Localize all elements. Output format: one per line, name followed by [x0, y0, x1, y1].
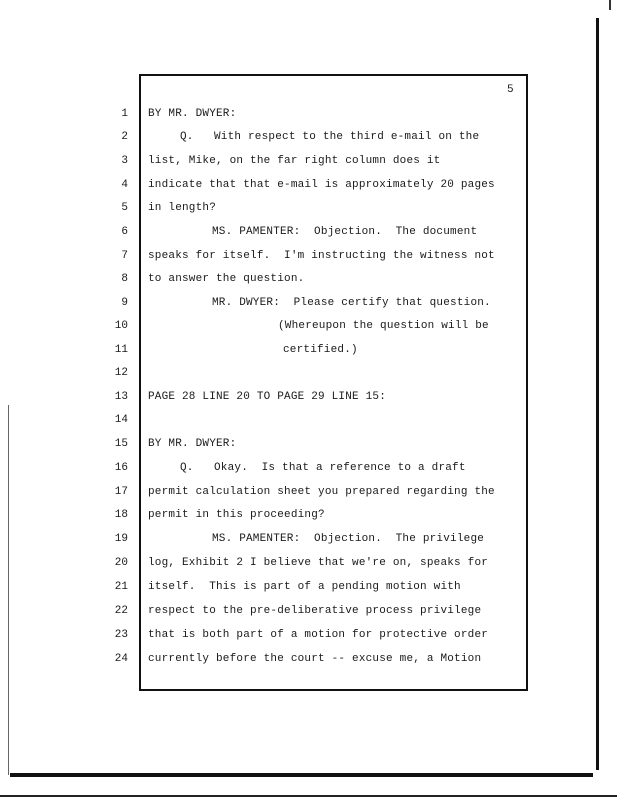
line-number: 9: [121, 297, 128, 309]
line-number: 15: [114, 438, 128, 450]
line-number: 3: [121, 155, 128, 167]
scan-edge-left: [8, 405, 9, 775]
transcript-line: MR. DWYER: Please certify that question.: [212, 297, 491, 309]
line-number: 14: [114, 414, 128, 426]
line-number: 20: [114, 557, 128, 569]
line-number: 22: [114, 605, 128, 617]
line-number: 11: [114, 344, 128, 356]
transcript-line: PAGE 28 LINE 20 TO PAGE 29 LINE 15:: [148, 391, 387, 403]
transcript-line: (Whereupon the question will be: [278, 320, 489, 332]
scan-edge-right-top: [609, 0, 611, 10]
transcript-line: itself. This is part of a pending motion with: [148, 581, 461, 593]
scan-edge-bottom-outer: [0, 795, 617, 797]
scan-edge-right: [596, 18, 599, 770]
line-number: 7: [121, 250, 128, 262]
transcript-line: permit calculation sheet you prepared regarding the: [148, 486, 495, 498]
transcript-line: BY MR. DWYER:: [148, 438, 237, 450]
line-number: 2: [121, 131, 128, 143]
transcript-line: indicate that that e-mail is approximately 20 pages: [148, 179, 495, 191]
transcript-line: Q. Okay. Is that a reference to a draft: [180, 462, 466, 474]
transcript-line: respect to the pre-deliberative process privilege: [148, 605, 482, 617]
line-number: 4: [121, 179, 128, 191]
line-number: 5: [121, 202, 128, 214]
line-number: 24: [114, 653, 128, 665]
line-number: 18: [114, 509, 128, 521]
line-number: 13: [114, 391, 128, 403]
transcript-line: permit in this proceeding?: [148, 509, 325, 521]
line-number: 16: [114, 462, 128, 474]
line-number: 8: [121, 273, 128, 285]
transcript-line: currently before the court -- excuse me, a Motion: [148, 653, 482, 665]
transcript-line: BY MR. DWYER:: [148, 108, 237, 120]
transcript-line: speaks for itself. I'm instructing the witness not: [148, 250, 495, 262]
line-number: 10: [114, 320, 128, 332]
line-number: 12: [114, 367, 128, 379]
line-number: 21: [114, 581, 128, 593]
transcript-line: in length?: [148, 202, 217, 214]
line-number: 17: [114, 486, 128, 498]
transcript-line: log, Exhibit 2 I believe that we're on, speaks for: [148, 557, 489, 569]
transcript-line: that is both part of a motion for protective order: [148, 629, 489, 641]
transcript-line: to answer the question.: [148, 273, 305, 285]
page-number: 5: [507, 84, 514, 96]
line-number: 23: [114, 629, 128, 641]
line-number: 19: [114, 533, 128, 545]
transcript-line: list, Mike, on the far right column does it: [148, 155, 441, 167]
scan-edge-bottom: [10, 773, 593, 777]
transcript-line: MS. PAMENTER: Objection. The document: [212, 226, 478, 238]
line-number: 6: [121, 226, 128, 238]
line-number: 1: [121, 108, 128, 120]
transcript-line: MS. PAMENTER: Objection. The privilege: [212, 533, 485, 545]
transcript-line: certified.): [283, 344, 358, 356]
transcript-line: Q. With respect to the third e-mail on the: [180, 131, 480, 143]
